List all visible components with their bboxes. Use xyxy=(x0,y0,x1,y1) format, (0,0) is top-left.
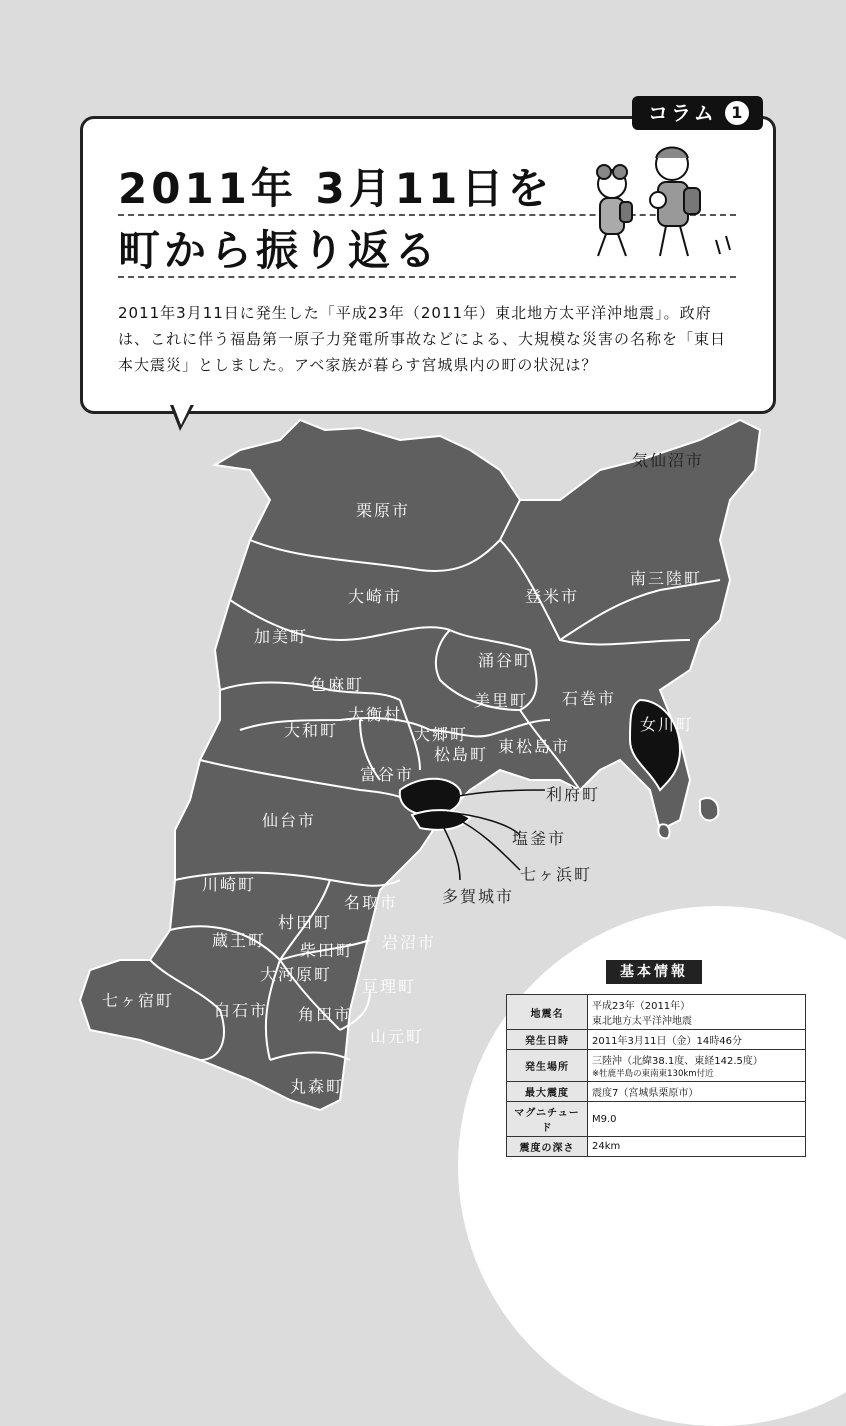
label-ohira: 大衡村 xyxy=(348,705,403,724)
table-row xyxy=(507,1082,806,1102)
info-value: 24km xyxy=(588,1137,806,1157)
label-higashimatsushima: 東松島市 xyxy=(498,737,571,756)
info-value-line2: 東北地方太平洋沖地震 xyxy=(592,1016,692,1027)
info-title: 基本情報 xyxy=(606,960,702,984)
label-zao: 蔵王町 xyxy=(212,931,267,950)
column-number-badge: 1 xyxy=(725,101,749,125)
label-iwanuma: 岩沼市 xyxy=(382,933,437,952)
label-osaki: 大崎市 xyxy=(348,587,403,606)
label-kami: 加美町 xyxy=(254,627,309,646)
info-key: 発生日時 xyxy=(507,1030,588,1050)
label-shiroishi: 白石市 xyxy=(214,1001,269,1020)
label-kawasaki: 川崎町 xyxy=(202,875,257,894)
label-shichikashuku: 七ヶ宿町 xyxy=(102,991,175,1010)
info-value: 2011年3月11日（金）14時46分 xyxy=(588,1030,806,1050)
column-tag-label: コラム xyxy=(648,101,717,125)
label-matsushima: 松島町 xyxy=(434,745,489,764)
label-wakuya: 涌谷町 xyxy=(478,651,533,670)
island-1 xyxy=(700,798,718,820)
table-row xyxy=(507,1102,806,1137)
speech-tail-inner xyxy=(173,404,191,425)
title-divider-2 xyxy=(118,276,736,278)
info-table xyxy=(506,994,806,1157)
island-2 xyxy=(658,824,669,838)
label-tagajo: 多賀城市 xyxy=(442,887,515,906)
title-line-1: 2011年 3月11日を xyxy=(118,164,554,213)
label-kesennuma: 気仙沼市 xyxy=(632,451,705,470)
info-note: ※牡鹿半島の東南東130km付近 xyxy=(592,1069,714,1079)
info-key: 地震名 xyxy=(507,995,588,1030)
family-illustration xyxy=(576,140,746,270)
label-minamisanriku: 南三陸町 xyxy=(630,569,703,588)
label-kakuda: 角田市 xyxy=(298,1005,353,1024)
label-misato: 美里町 xyxy=(474,691,529,710)
table-row xyxy=(507,1030,806,1050)
label-taiwa: 大和町 xyxy=(284,721,339,740)
label-marumori: 丸森町 xyxy=(290,1077,345,1096)
info-value-line1: 三陸沖（北緯38.1度、東経142.5度） xyxy=(592,1056,763,1067)
label-kurihara: 栗原市 xyxy=(356,501,411,520)
label-tome: 登米市 xyxy=(525,587,580,606)
label-sendai: 仙台市 xyxy=(262,811,317,830)
label-yamamoto: 山元町 xyxy=(370,1027,425,1046)
label-shichigahama: 七ヶ浜町 xyxy=(520,865,593,884)
label-watari: 亘理町 xyxy=(362,977,417,996)
info-key: マグニチュード xyxy=(507,1102,588,1137)
info-value xyxy=(588,995,806,1030)
table-row xyxy=(507,995,806,1030)
info-key: 最大震度 xyxy=(507,1082,588,1102)
info-value xyxy=(588,1050,806,1082)
label-natori: 名取市 xyxy=(344,893,399,912)
info-key: 震度の深さ xyxy=(507,1137,588,1157)
table-row xyxy=(507,1137,806,1157)
info-value: 震度7（宮城県栗原市） xyxy=(588,1082,806,1102)
label-ishinomaki: 石巻市 xyxy=(562,689,617,708)
highlight-shiogama xyxy=(412,810,470,830)
info-value-line1: 平成23年（2011年） xyxy=(592,1001,691,1012)
label-shibata: 柴田町 xyxy=(300,941,355,960)
label-ogawara: 大河原町 xyxy=(260,965,333,984)
lead-paragraph: 2011年3月11日に発生した「平成23年（2011年）東北地方太平洋沖地震」。政府は、これに伴う福島第一原子力発電所事故などによる、大規模な災害の名称を「東日本大震災」としました。アベ家族が暮らす宮城県内の町の状況は？ xyxy=(118,304,727,374)
label-osato: 大郷町 xyxy=(414,725,469,744)
info-value: M9.0 xyxy=(588,1102,806,1137)
label-tomiya: 富谷市 xyxy=(360,765,415,784)
column-tag xyxy=(632,96,763,130)
label-rifu: 利府町 xyxy=(546,785,601,804)
label-shikama: 色麻町 xyxy=(310,675,365,694)
table-row xyxy=(507,1050,806,1082)
info-key: 発生場所 xyxy=(507,1050,588,1082)
label-onagawa: 女川町 xyxy=(640,715,695,734)
title-line-2: 町から振り返る xyxy=(118,226,441,275)
label-murata: 村田町 xyxy=(278,913,333,932)
label-shiogama: 塩釜市 xyxy=(512,829,567,848)
